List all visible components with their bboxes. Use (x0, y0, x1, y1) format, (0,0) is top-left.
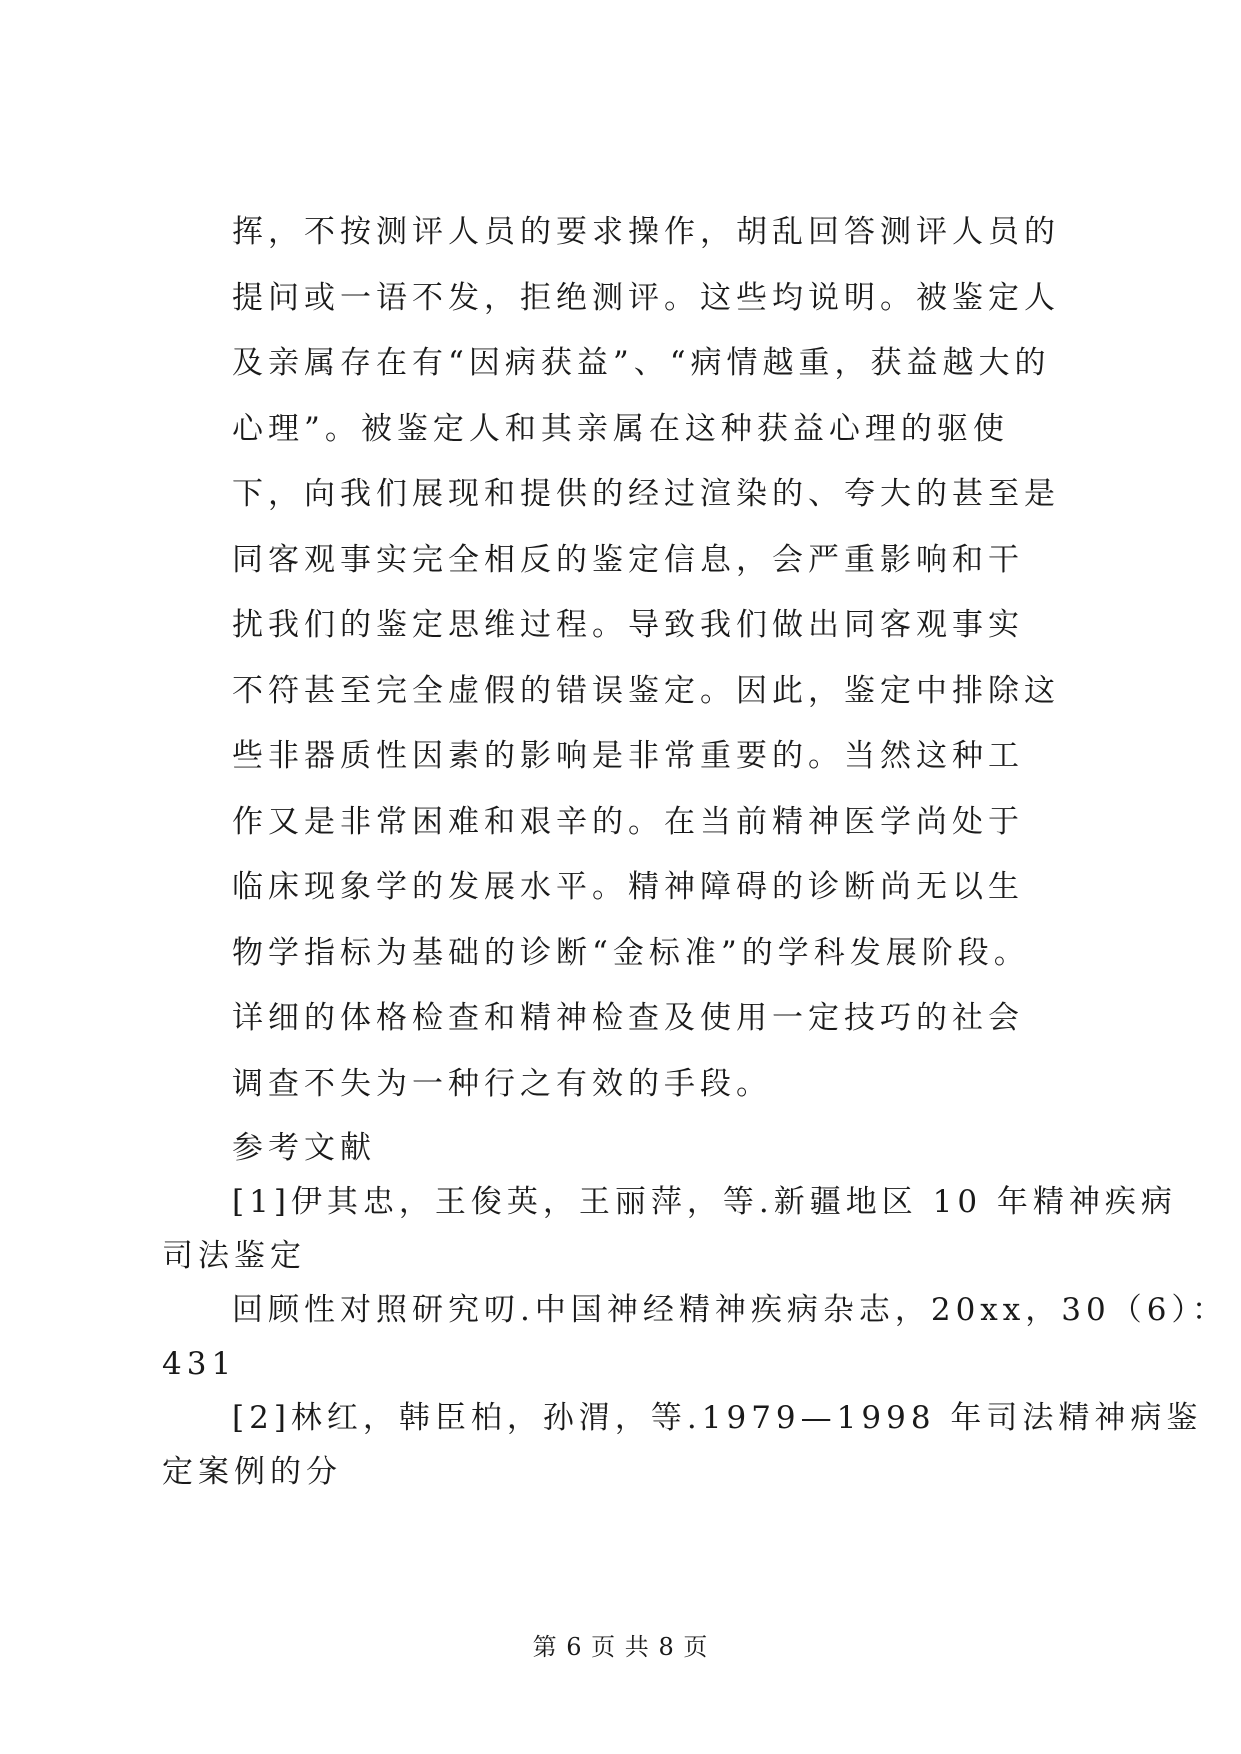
reference-line: [1]伊其忠，王俊英，王丽萍，等.新疆地区 10 年精神疾病 (232, 1184, 1177, 1220)
body-line: 不符甚至完全虚假的错误鉴定。因此，鉴定中排除这 (232, 673, 1060, 709)
body-line: 及亲属存在有“因病获益”、“病情越重，获益越大的 (232, 345, 1051, 381)
body-line: 详细的体格检查和精神检查及使用一定技巧的社会 (232, 1000, 1024, 1036)
reference-line: [2]林红，韩臣柏，孙渭，等.1979—1998 年司法精神病鉴 (232, 1400, 1203, 1436)
body-line: 提问或一语不发，拒绝测评。这些均说明。被鉴定人 (232, 280, 1060, 316)
body-line: 调查不失为一种行之有效的手段。 (232, 1066, 772, 1102)
body-line: 挥，不按测评人员的要求操作，胡乱回答测评人员的 (232, 214, 1060, 250)
reference-line: 定案例的分 (162, 1454, 342, 1490)
body-line: 临床现象学的发展水平。精神障碍的诊断尚无以生 (232, 869, 1024, 905)
reference-line: 司法鉴定 (162, 1238, 306, 1274)
references-heading: 参考文献 (232, 1130, 376, 1166)
body-line: 心理”。被鉴定人和其亲属在这种获益心理的驱使 (232, 411, 1009, 447)
body-line: 下，向我们展现和提供的经过渲染的、夸大的甚至是 (232, 476, 1060, 512)
body-line: 些非器质性因素的影响是非常重要的。当然这种工 (232, 738, 1024, 774)
body-line: 扰我们的鉴定思维过程。导致我们做出同客观事实 (232, 607, 1024, 643)
reference-line: 431 (162, 1346, 237, 1382)
body-line: 同客观事实完全相反的鉴定信息，会严重影响和干 (232, 542, 1024, 578)
body-line: 物学指标为基础的诊断“金标准”的学科发展阶段。 (232, 935, 1030, 971)
reference-line: 回顾性对照研究叨.中国神经精神疾病杂志，20xx，30（6）： (232, 1292, 1228, 1328)
page-footer: 第 6 页 共 8 页 (532, 1633, 709, 1661)
body-line: 作又是非常困难和艰辛的。在当前精神医学尚处于 (232, 804, 1024, 840)
